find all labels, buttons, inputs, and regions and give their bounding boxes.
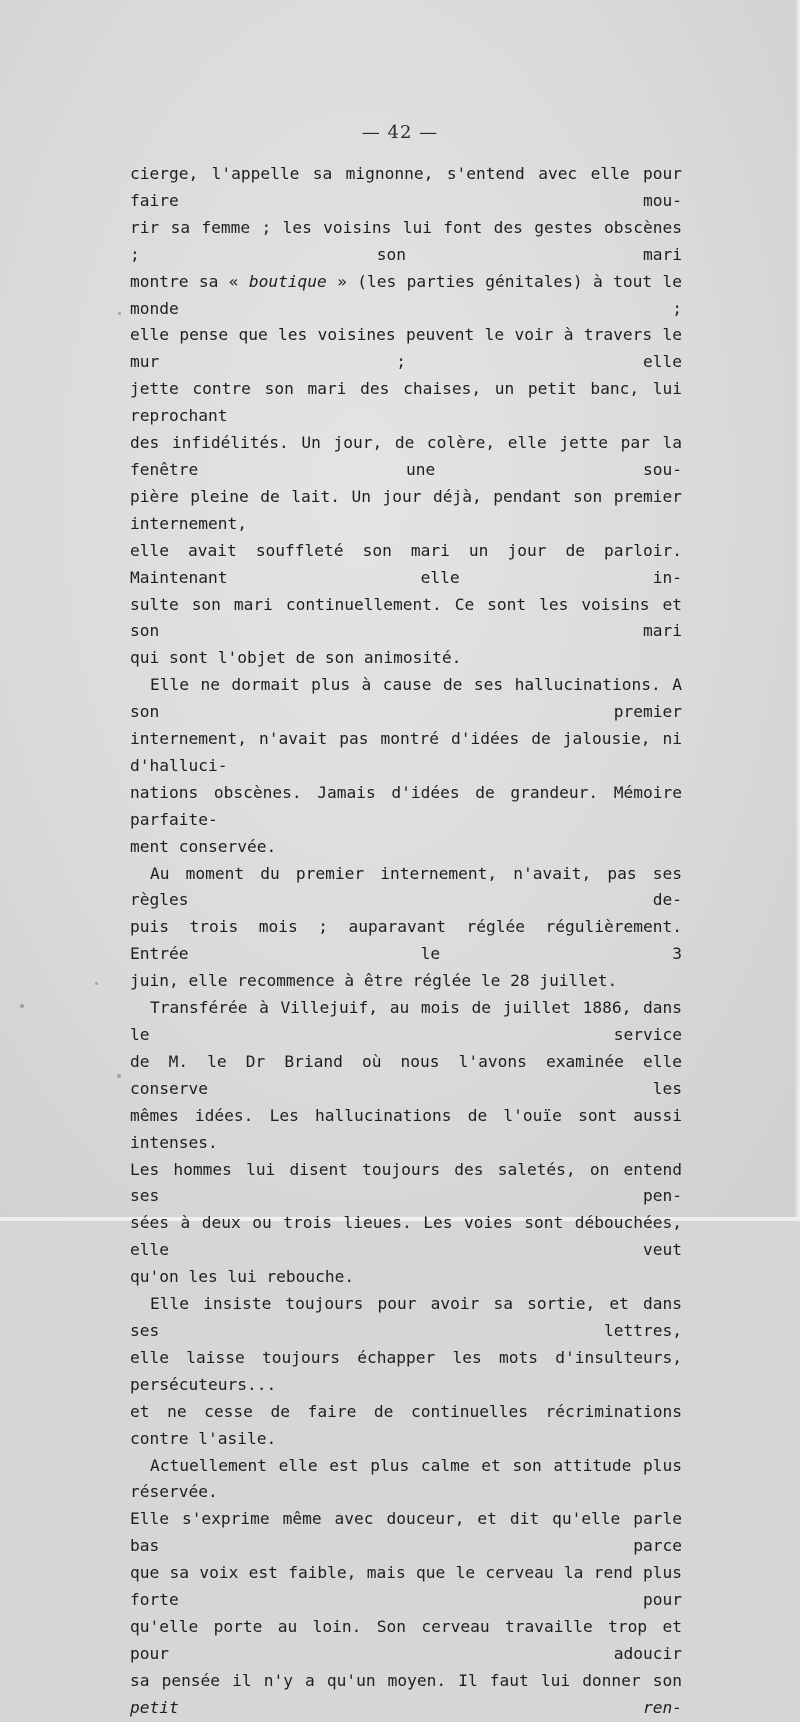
- text-line: pière pleine de lait. Un jour déjà, pendant son premier internement,: [130, 486, 682, 533]
- text-line: elle laisse toujours échapper les mots d'insulteurs, persécuteurs...: [130, 1347, 682, 1394]
- text-line: ment conservée.: [130, 836, 277, 856]
- ink-speck: [95, 982, 98, 985]
- line-start: montre sa «: [130, 271, 249, 291]
- text-line: Transférée à Villejuif, au mois de juillet 1886, dans le service: [130, 998, 682, 1044]
- text-line: mêmes idées. Les hallucinations de l'ouïe sont aussi intenses.: [130, 1105, 682, 1152]
- text-line: [130, 269, 682, 323]
- text-line: de M. le Dr Briand où nous l'avons examinée elle conserve les: [130, 1051, 682, 1098]
- text-line: Actuellement elle est plus calme et son attitude plus réservée.: [130, 1455, 682, 1502]
- text-line: puis trois mois ; auparavant réglée régulièrement. Entrée le 3: [130, 917, 682, 964]
- text-line: Elle insiste toujours pour avoir sa sortie, et dans ses lettres,: [130, 1294, 682, 1340]
- paragraph: [130, 1453, 682, 1722]
- text-line: sulte son mari continuellement. Ce sont les voisins et son mari: [130, 594, 682, 641]
- paragraph: [130, 861, 682, 996]
- page-edge: [794, 0, 800, 1221]
- text-line: jette contre son mari des chaises, un petit banc, lui reprochant: [130, 379, 682, 426]
- italic-word: boutique: [248, 271, 327, 291]
- text-line: Elle s'exprime même avec douceur, et dit qu'elle parle bas parce: [130, 1509, 682, 1556]
- text-line: sées à deux ou trois lieues. Les voies sont débouchées, elle veut: [130, 1213, 682, 1260]
- text-line: qu'elle porte au loin. Son cerveau travaille trop et pour adoucir: [130, 1616, 682, 1663]
- text-line: internement, n'avait pas montré d'idées de jalousie, ni d'halluci-: [130, 729, 682, 775]
- paragraph: [130, 995, 682, 1291]
- ink-speck: [118, 312, 121, 315]
- text-line: qui sont l'objet de son animosité.: [130, 648, 462, 668]
- ink-speck: [20, 1004, 24, 1008]
- line-start: sa pensée il n'y a qu'un moyen. Il faut lui donner son: [130, 1670, 682, 1690]
- text-line: cierge, l'appelle sa mignonne, s'entend avec elle pour faire mou-: [130, 164, 682, 210]
- text-line: et ne cesse de faire de continuelles récriminations contre l'asile.: [130, 1401, 682, 1448]
- text-line: qu'on les lui rebouche.: [130, 1267, 355, 1287]
- page-body: [130, 161, 682, 1722]
- line-end: » (les parties génitales) à tout le monde ;: [130, 271, 682, 318]
- text-line: nations obscènes. Jamais d'idées de grandeur. Mémoire parfaite-: [130, 782, 682, 829]
- paragraph: [130, 1291, 682, 1452]
- text-line: elle pense que les voisines peuvent le voir à travers le mur ; elle: [130, 325, 682, 372]
- text-line: Elle ne dormait plus à cause de ses hallucinations. A son premier: [130, 675, 682, 722]
- text-line: juin, elle recommence à être réglée le 28 juillet.: [130, 971, 618, 991]
- page-number: — 42 —: [361, 122, 439, 143]
- text-line: Les hommes lui disent toujours des saletés, on entend ses pen-: [130, 1159, 682, 1206]
- text-line: Au moment du premier internement, n'avait, pas ses règles de-: [130, 863, 682, 910]
- paragraph: [130, 161, 682, 672]
- italic-word: petit ren-: [130, 1697, 682, 1717]
- paragraph: [130, 672, 682, 860]
- text-line: elle avait souffleté son mari un jour de parloir. Maintenant elle in-: [130, 540, 682, 587]
- text-line: des infidélités. Un jour, de colère, elle jette par la fenêtre une sou-: [130, 433, 682, 479]
- text-line: [130, 1668, 682, 1722]
- text-line: rir sa femme ; les voisins lui font des gestes obscènes ; son mari: [130, 217, 682, 264]
- ink-speck: [117, 1074, 121, 1078]
- text-line: que sa voix est faible, mais que le cerveau la rend plus forte pour: [130, 1563, 682, 1610]
